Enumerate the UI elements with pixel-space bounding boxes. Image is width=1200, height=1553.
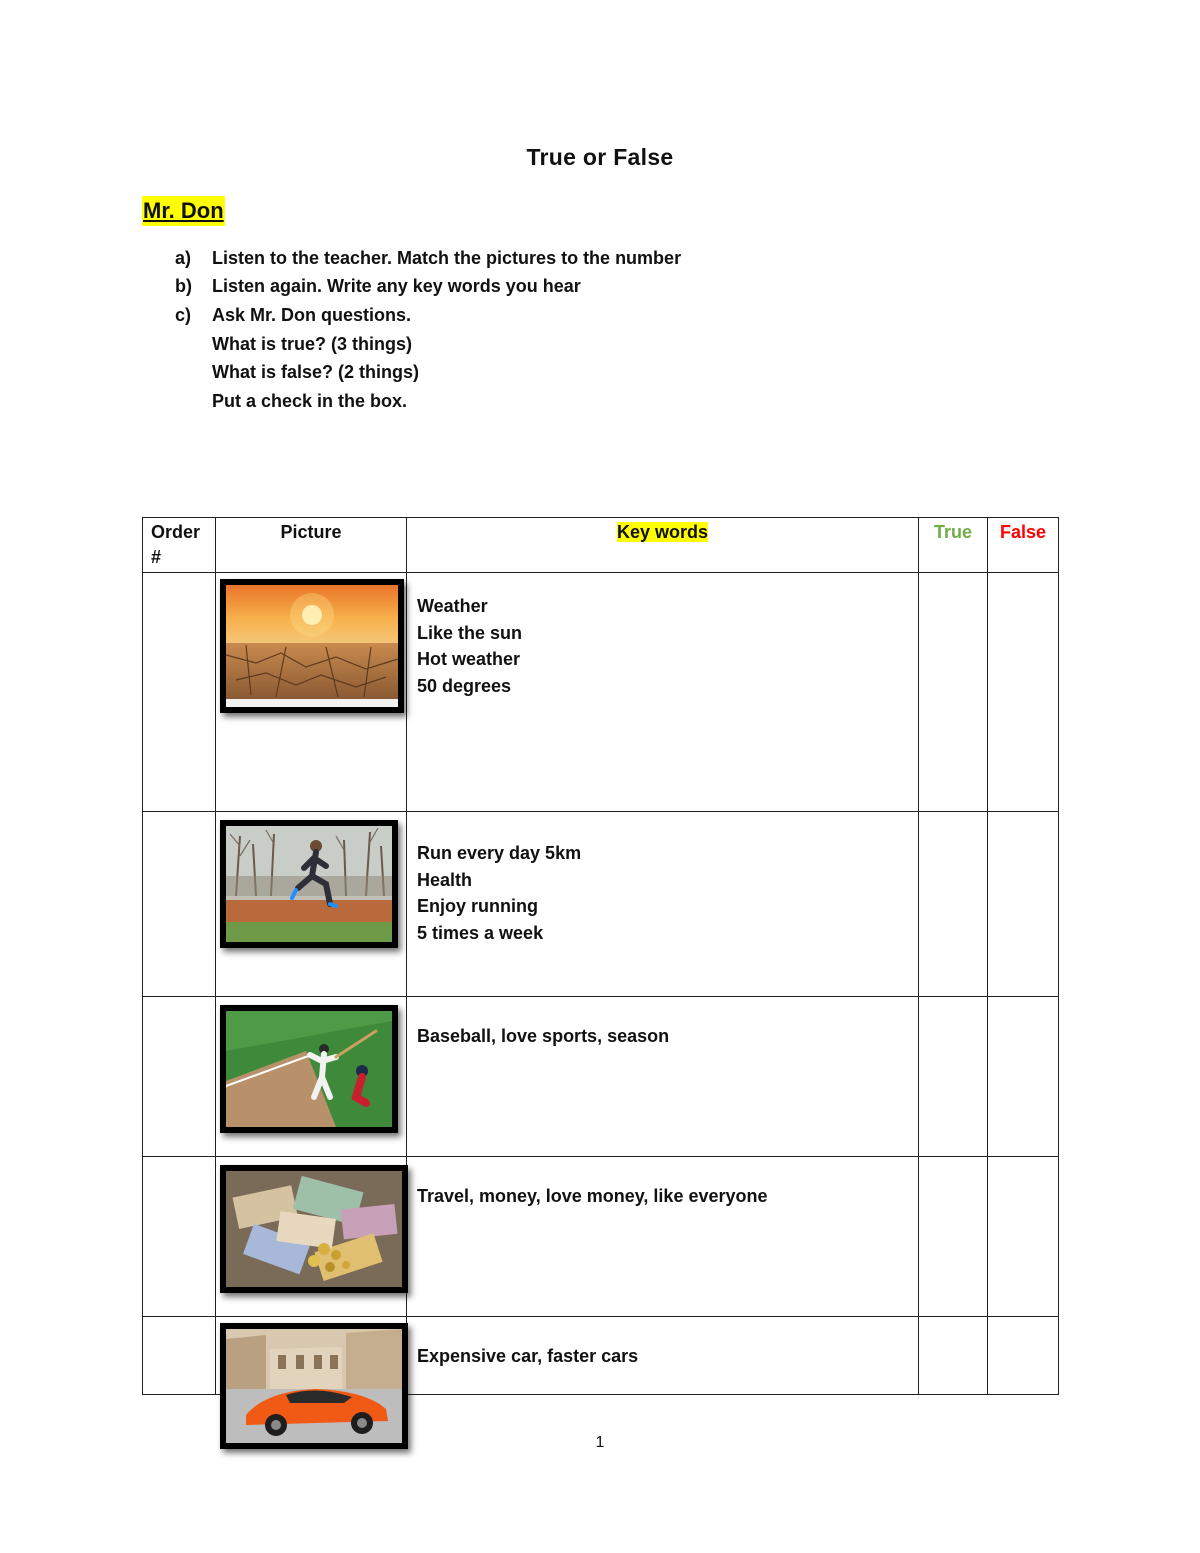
keyword: Health: [417, 869, 473, 890]
table-row: [143, 1157, 1059, 1317]
false-checkbox-cell[interactable]: [988, 997, 1059, 1157]
desert-sun-icon: [220, 579, 404, 713]
true-false-table: [142, 517, 1059, 1395]
table-row: [143, 573, 1059, 812]
instruction-item: [175, 244, 681, 273]
picture-cell: [216, 1157, 407, 1317]
header-true: [919, 518, 988, 573]
instruction-text: Listen to the teacher. Match the pictures to the number: [212, 247, 682, 268]
table-row: [143, 812, 1059, 997]
keyword: Weather: [417, 596, 488, 616]
true-checkbox-cell[interactable]: [919, 812, 988, 997]
false-checkbox-cell[interactable]: [988, 812, 1059, 997]
order-cell[interactable]: [143, 812, 216, 997]
header-keywords-label: Key words: [616, 522, 709, 542]
sports-car-icon: [220, 1323, 408, 1449]
picture-cell: [216, 573, 407, 812]
keyword: Like the sun: [417, 622, 523, 643]
keywords-cell: [407, 997, 919, 1157]
baseball-icon: [220, 1005, 398, 1133]
false-checkbox-cell[interactable]: [988, 1157, 1059, 1317]
instruction-marker: c): [175, 304, 192, 325]
keyword: Hot weather: [417, 649, 521, 669]
keyword: Baseball, love sports, season: [417, 1026, 670, 1046]
keywords-list: [407, 1157, 918, 1210]
picture-cell: [216, 1317, 407, 1395]
keyword: Travel, money, love money, like everyone: [417, 1186, 768, 1206]
order-cell[interactable]: [143, 997, 216, 1157]
true-checkbox-cell[interactable]: [919, 997, 988, 1157]
header-true-label: True: [933, 522, 972, 542]
instruction-marker: b): [175, 276, 192, 297]
true-checkbox-cell[interactable]: [919, 573, 988, 812]
header-false-label: False: [999, 522, 1047, 542]
instruction-item: [175, 273, 681, 302]
instruction-subline: What is false? (2 things): [212, 362, 420, 383]
instruction-text: Listen again. Write any key words you hear: [212, 276, 581, 297]
picture-cell: [216, 812, 407, 997]
page-title: True or False: [526, 144, 674, 170]
table-row: [143, 997, 1059, 1157]
keyword: 50 degrees: [417, 675, 512, 696]
keywords-list: [407, 573, 918, 699]
false-checkbox-cell[interactable]: [988, 573, 1059, 812]
teacher-name: Mr. Don: [142, 196, 225, 226]
instruction-subline: What is true? (3 things): [212, 333, 412, 354]
money-icon: [220, 1165, 408, 1293]
instruction-item: [175, 301, 681, 330]
header-order: [143, 518, 216, 573]
picture-cell: [216, 997, 407, 1157]
instruction-marker: a): [175, 247, 192, 268]
keyword: Enjoy running: [417, 896, 538, 916]
keyword: Expensive car, faster cars: [417, 1346, 639, 1366]
table-row: [143, 1317, 1059, 1395]
keyword: 5 times a week: [417, 922, 544, 943]
instruction-text: Ask Mr. Don questions.: [212, 304, 412, 325]
keywords-list: [407, 812, 918, 946]
header-picture-label: Picture: [280, 522, 342, 542]
keywords-cell: [407, 1317, 919, 1395]
header-keywords: [407, 518, 919, 573]
header-picture: [216, 518, 407, 573]
true-checkbox-cell[interactable]: [919, 1157, 988, 1317]
instruction-subline: Put a check in the box.: [212, 390, 408, 411]
table-header-row: [143, 518, 1059, 573]
keywords-list: [407, 997, 918, 1050]
keywords-list: [407, 1317, 918, 1370]
header-order-label: Order #: [151, 522, 201, 567]
keywords-cell: [407, 573, 919, 812]
keywords-cell: [407, 1157, 919, 1317]
keywords-cell: [407, 812, 919, 997]
instructions-list: [175, 244, 681, 416]
page-number: 1: [595, 1434, 605, 1451]
true-checkbox-cell[interactable]: [919, 1317, 988, 1395]
runner-icon: [220, 820, 398, 948]
keyword: Run every day 5km: [417, 843, 582, 863]
order-cell[interactable]: [143, 1317, 216, 1395]
header-false: [988, 518, 1059, 573]
order-cell[interactable]: [143, 1157, 216, 1317]
order-cell[interactable]: [143, 573, 216, 812]
false-checkbox-cell[interactable]: [988, 1317, 1059, 1395]
